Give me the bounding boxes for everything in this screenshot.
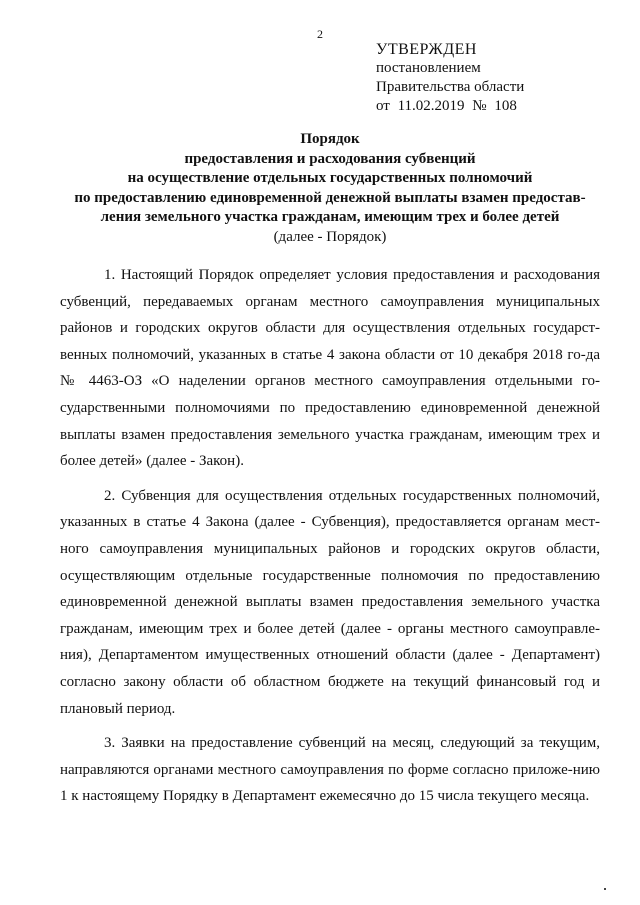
- scan-speck: [604, 888, 606, 890]
- approval-stamp: [376, 40, 524, 116]
- paragraph-3: 3. Заявки на предоставление субвенций на месяц, следующий за текущим, направляются органами местного самоуправления по форме согласно приложе-нию 1 к настоящему Порядку в Департамент ежемесячно до 15 числа текущего месяца.: [60, 735, 600, 805]
- approval-date-line: от 11.02.2019 № 108: [376, 98, 517, 114]
- paragraph-2: 2. Субвенция для осуществления отдельных государственных полномочий, указанных в статье 4 Закона (далее - Субвенция), предоставляется органам мест-ного самоуправления муниципальных районов и городских округов области, осуществляющим отдельные государственные полномочия по предоставлению единовременной денежной выплаты взамен предоставления земельного участка гражданам, имеющим трех и более детей (далее - органы местного самоуправле-ния), Департаментом имущественных отношений области (далее - Департамент) согласно закону области об областном бюджете на текущий финансовый год и плановый период.: [60, 487, 600, 717]
- approval-line: постановлением: [376, 60, 481, 76]
- approval-line: Правительства области: [376, 79, 525, 95]
- title-line: ления земельного участка гражданам, имеющим трех и более детей: [100, 209, 560, 225]
- document-title: [60, 130, 600, 247]
- approval-heading: УТВЕРЖДЕН: [376, 41, 477, 58]
- page-number: 2: [317, 27, 323, 41]
- title-line: на осуществление отдельных государственных полномочий: [127, 170, 533, 186]
- title-abbreviation: (далее - Порядок): [273, 228, 387, 245]
- paragraph-1: 1. Настоящий Порядок определяет условия предоставления и расходования субвенций, передаваемых органам местного самоуправления муниципальных районов и городских округов области для осуществления отдельных государст-венных полномочий, указанных в статье 4 закона области от 10 декабря 2018 го-да № 4463-ОЗ «О наделении органов местного самоуправления отдельными го-сударственными полномочиями по предоставлению единовременной денежной выплаты взамен предоставления земельного участка гражданам, имеющим трех и более детей» (далее - Закон).: [60, 267, 600, 470]
- document-body: [60, 262, 600, 818]
- title-line: Порядок: [300, 131, 360, 147]
- title-line: предоставления и расходования субвенций: [184, 150, 476, 167]
- title-line: по предоставлению единовременной денежной выплаты взамен предостав-: [74, 189, 586, 206]
